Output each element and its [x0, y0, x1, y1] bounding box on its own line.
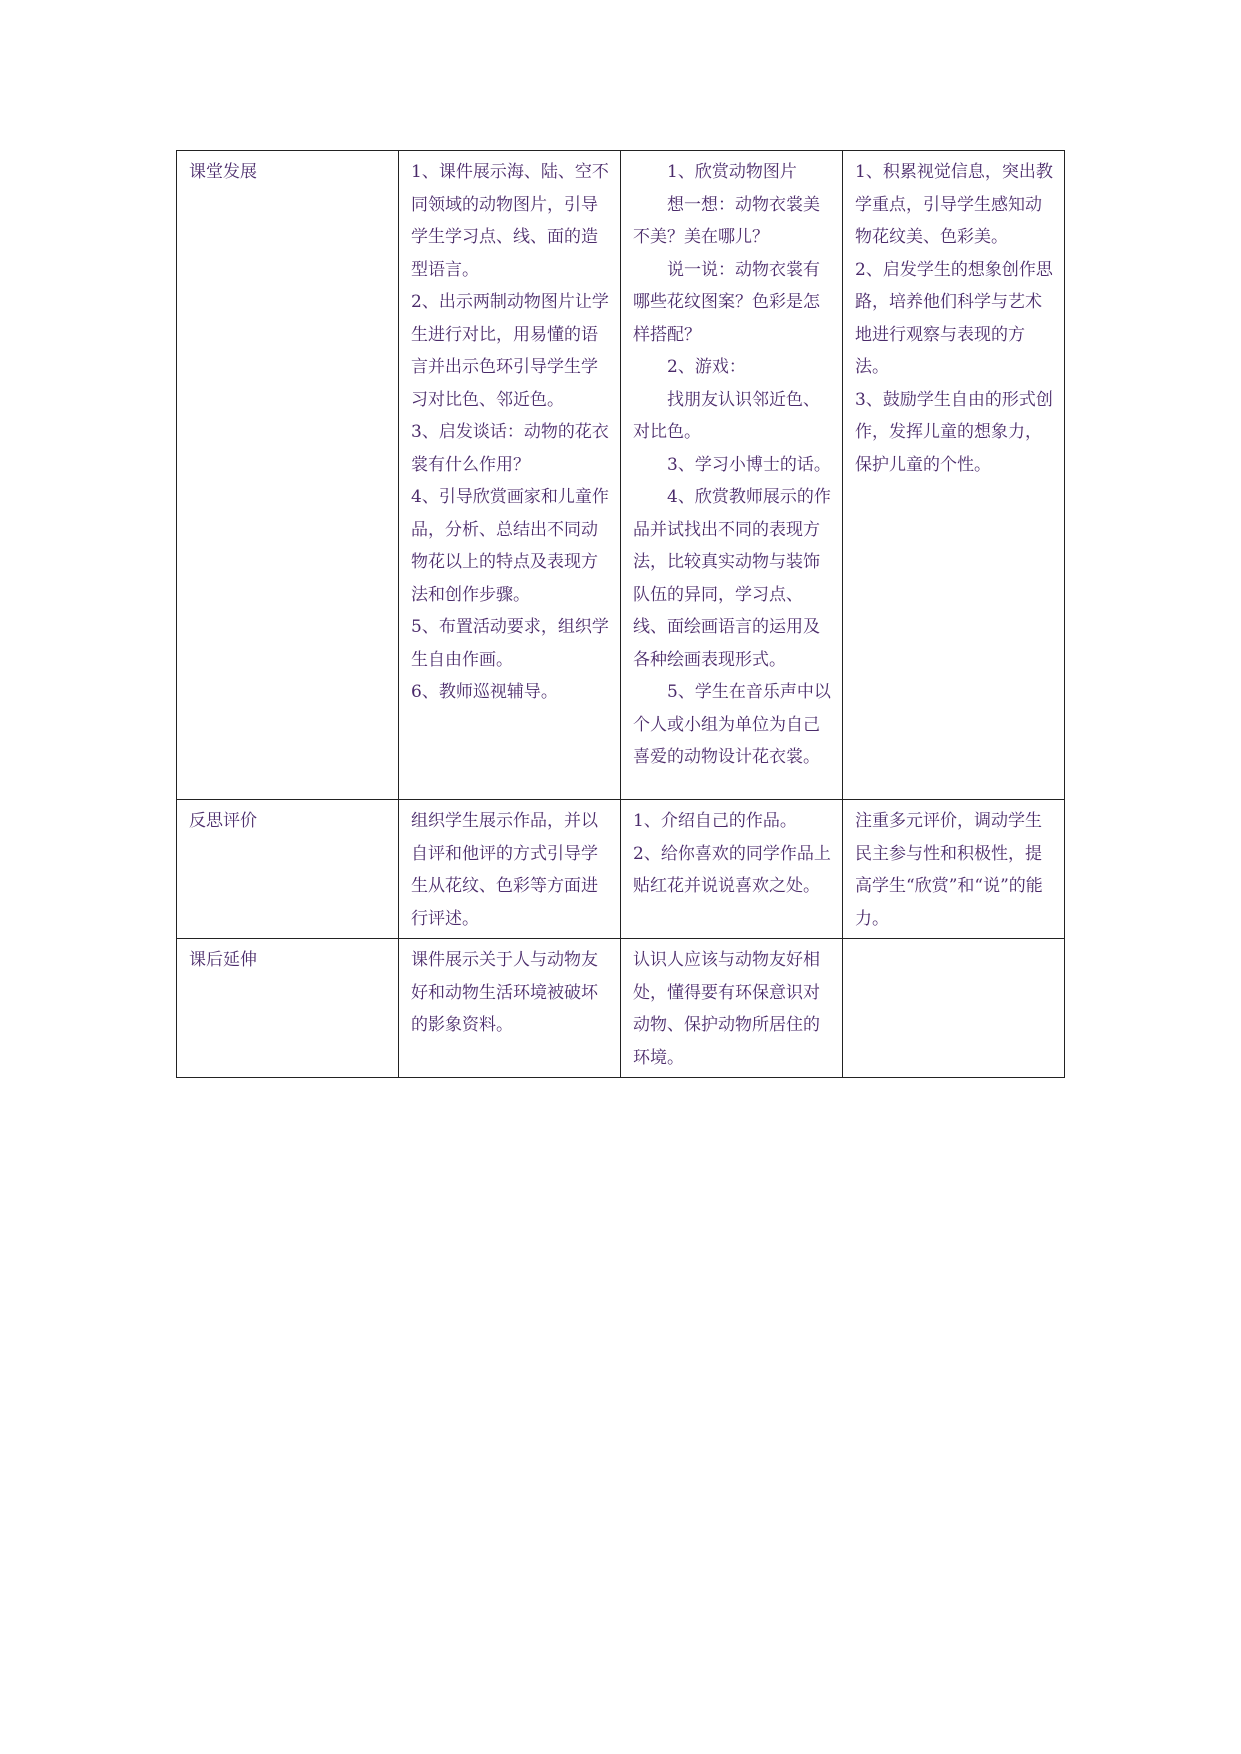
section-label-cell	[177, 939, 399, 1078]
table-row	[177, 151, 1065, 800]
student-activity-item: 说一说：动物衣裳有哪些花纹图案？色彩是怎样搭配？	[633, 259, 820, 345]
student-activity-item: 2、游戏：	[667, 357, 746, 377]
teacher-activity-cell	[399, 800, 621, 939]
design-intent-item: 1、积累视觉信息，突出教学重点，引导学生感知动物花纹美、色彩美。	[855, 162, 1053, 247]
section-label: 课堂发展	[189, 162, 257, 182]
student-activity-cell	[621, 151, 843, 800]
student-activity-item: 认识人应该与动物友好相处，懂得要有环保意识对动物、保护动物所居住的环境。	[633, 950, 820, 1068]
teacher-activity-item: 6、教师巡视辅导。	[411, 682, 558, 702]
teacher-activity-item: 5、布置活动要求，组织学生自由作画。	[411, 617, 609, 670]
student-activity-item: 5、学生在音乐声中以个人或小组为单位为自己喜爱的动物设计花衣裳。	[633, 682, 831, 767]
teacher-activity-cell	[399, 939, 621, 1078]
teacher-activity-cell	[399, 151, 621, 800]
student-activity-item: 想一想：动物衣裳美不美？美在哪儿？	[633, 194, 820, 247]
student-activity-cell	[621, 800, 843, 939]
teacher-activity-item: 3、启发谈话：动物的花衣裳有什么作用？	[411, 422, 609, 475]
teacher-activity-item: 组织学生展示作品，并以自评和他评的方式引导学生从花纹、色彩等方面进行评述。	[411, 811, 598, 929]
student-activity-item: 4、欣赏教师展示的作品并试找出不同的表现方法，比较真实动物与装饰队伍的异同，学习点、线、面绘画语言的运用及各种绘画表现形式。	[633, 487, 831, 670]
table-row	[177, 800, 1065, 939]
teacher-activity-item: 4、引导欣赏画家和儿童作品，分析、总结出不同动物花以上的特点及表现方法和创作步骤。	[411, 487, 609, 605]
student-activity-cell	[621, 939, 843, 1078]
design-intent-cell	[843, 151, 1065, 800]
student-activity-item: 1、欣赏动物图片	[667, 162, 797, 182]
student-activity-item: 3、学习小博士的话。	[667, 454, 831, 475]
lesson-plan-table	[176, 150, 1065, 1078]
design-intent-item: 注重多元评价，调动学生民主参与性和积极性，提高学生“欣赏”和“说”的能力。	[855, 811, 1043, 929]
design-intent-cell	[843, 939, 1065, 1078]
teacher-activity-item: 2、出示两制动物图片让学生进行对比，用易懂的语言并出示色环引导学生学习对比色、邻近色。	[411, 292, 609, 410]
teacher-activity-item: 课件展示关于人与动物友好和动物生活环境被破坏的影象资料。	[411, 950, 598, 1035]
section-label: 课后延伸	[189, 950, 257, 970]
student-activity-item: 找朋友认识邻近色、对比色。	[633, 389, 820, 442]
section-label-cell	[177, 151, 399, 800]
design-intent-cell	[843, 800, 1065, 939]
section-label-cell	[177, 800, 399, 939]
teacher-activity-item: 1、课件展示海、陆、空不同领域的动物图片，引导学生学习点、线、面的造型语言。	[411, 162, 609, 280]
design-intent-item: 3、鼓励学生自由的形式创作，发挥儿童的想象力，保护儿童的个性。	[855, 389, 1053, 475]
table-row	[177, 939, 1065, 1078]
student-activity-item: 2、给你喜欢的同学作品上贴红花并说说喜欢之处。	[633, 843, 831, 896]
section-label: 反思评价	[189, 811, 257, 831]
student-activity-item: 1、介绍自己的作品。	[633, 811, 797, 831]
design-intent-item: 2、启发学生的想象创作思路，培养他们科学与艺术地进行观察与表现的方法。	[855, 259, 1053, 377]
